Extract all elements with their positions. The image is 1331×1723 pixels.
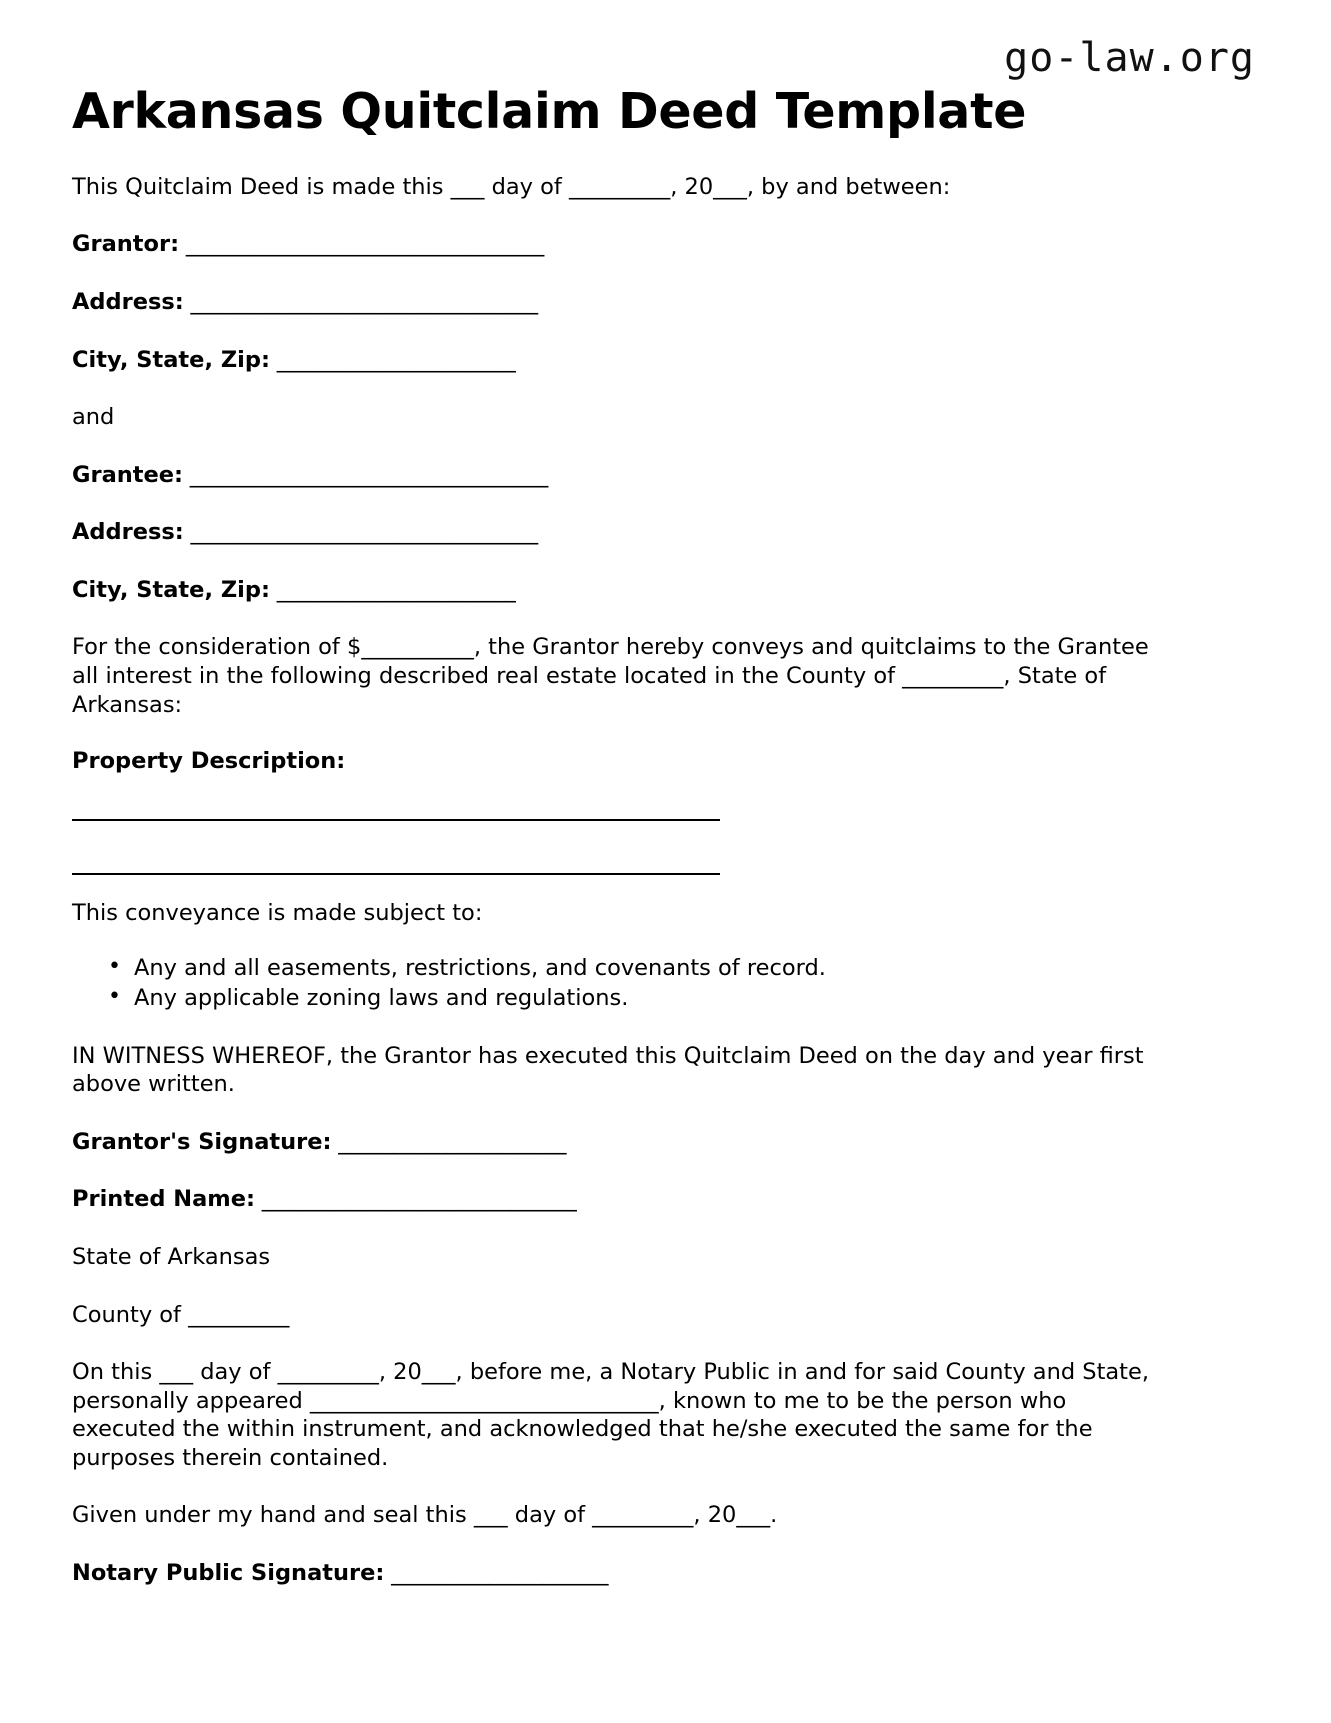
grantor-city-state-zip-blank[interactable]: ______________________ [269,346,516,373]
grantor-city-state-zip-field [72,346,1259,375]
grantee-name-label: Grantee: [72,461,184,488]
grantor-signature-label: Grantor's Signature: [72,1128,332,1155]
conjunction-and: and [72,404,115,431]
grantee-city-state-zip-label: City, State, Zip: [72,576,270,603]
notary-seal-line: Given under my hand and seal this ___ day of _________, 20___. [72,1502,778,1529]
property-description-line-2[interactable] [72,873,720,875]
grantor-address-blank[interactable]: ________________________________ [183,289,538,316]
notary-county-line: County of _________ [72,1301,290,1328]
document-body [72,139,1259,1588]
site-watermark: go-law.org [1004,35,1255,81]
grantee-name-blank[interactable]: _________________________________ [183,461,548,488]
grantee-city-state-zip-field [72,576,1259,605]
list-item: • Any applicable zoning laws and regulations. [134,984,1259,1013]
grantee-address-blank[interactable]: ________________________________ [183,519,538,546]
notary-signature-blank[interactable]: ____________________ [384,1559,609,1586]
subject-to-intro: This conveyance is made subject to: [72,900,483,927]
grantee-name-field [72,461,1259,490]
page-title: Arkansas Quitclaim Deed Template [72,83,1027,140]
grantee-address-field [72,518,1259,547]
grantor-address-label: Address: [72,289,184,316]
notary-signature-label: Notary Public Signature: [72,1559,385,1586]
property-description-label: Property Description: [72,748,346,775]
grantor-signature-field [72,1128,1259,1157]
list-item: • Any and all easements, restrictions, and covenants of record. [134,954,1259,983]
printed-name-blank[interactable]: _____________________________ [255,1186,577,1213]
consideration-paragraph: For the consideration of $__________, the Grantor hereby conveys and quitclaims to the Grantee all interest in the following described real estate located in the County of _________, State of Arkansas: [72,634,1149,718]
grantor-address-field [72,288,1259,317]
notary-signature-field [72,1559,1259,1588]
property-description-lines [72,803,1259,875]
grantee-address-label: Address: [72,519,184,546]
notary-state-line: State of Arkansas [72,1244,271,1271]
grantor-name-label: Grantor: [72,231,180,258]
printed-name-field [72,1185,1259,1214]
grantor-name-field [72,230,1259,259]
intro-paragraph: This Quitclaim Deed is made this ___ day of _________, 20___, by and between: [72,173,951,200]
printed-name-label: Printed Name: [72,1186,255,1213]
grantor-signature-blank[interactable]: _____________________ [331,1128,567,1155]
notary-acknowledgment-paragraph: On this ___ day of _________, 20___, before me, a Notary Public in and for said County and State, personally appeared _______________________________, known to me to be the person who executed the within instrument, and acknowledged that he/she executed the same for the purposes therein contained. [72,1359,1149,1471]
witness-clause-paragraph: IN WITNESS WHEREOF, the Grantor has executed this Quitclaim Deed on the day and year first above written. [72,1042,1144,1098]
grantee-city-state-zip-blank[interactable]: ______________________ [269,576,516,603]
grantor-city-state-zip-label: City, State, Zip: [72,346,270,373]
property-description-line-1[interactable] [72,819,720,821]
subject-to-list [72,954,1259,1013]
grantor-name-blank[interactable]: _________________________________ [179,231,544,258]
